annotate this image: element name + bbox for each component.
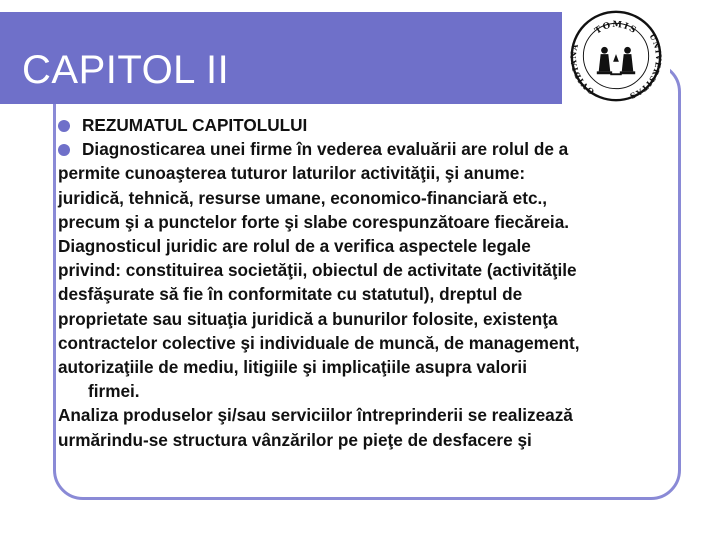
bullet-item xyxy=(58,113,668,137)
bullet-icon xyxy=(58,120,70,132)
text-line: urmărindu-se structura vânzărilor pe pieţe de desfacere şi xyxy=(58,429,532,450)
bullet-text: Diagnosticarea unei firme în vederea evaluării are rolul de a xyxy=(82,139,569,160)
seal-right-text: UNIVERSITAS xyxy=(627,32,663,101)
slide-title: CAPITOL II xyxy=(22,48,230,92)
text-line: juridică, tehnică, resurse umane, economico-financiară etc., xyxy=(58,187,548,208)
text-line: contractelor colective şi individuale de muncă, de management, xyxy=(58,332,580,353)
bullet-text: REZUMATUL CAPITOLULUI xyxy=(82,115,308,135)
text-line: firmei. xyxy=(88,381,140,402)
text-line: desfăşurate să fie în conformitate cu statutul), dreptul de xyxy=(58,284,523,305)
text-line: Analiza produselor şi/sau serviciilor întreprinderii se realizează xyxy=(58,405,573,426)
text-line: autorizaţiile de mediu, litigiile şi implicaţiile asupra valorii xyxy=(58,357,527,378)
bullet-item xyxy=(58,137,668,161)
text-line: proprietate sau situaţia juridică a bunurilor folosite, existenţa xyxy=(58,308,558,329)
seal-left-text: OVIDIANA xyxy=(568,42,596,97)
seal-box xyxy=(562,4,670,108)
text-line: precum şi a punctelor forte şi slabe corespunzătoare fiecăreia. xyxy=(58,211,570,232)
text-line: permite cunoaşterea tuturor laturilor activităţii, şi anume: xyxy=(58,163,526,184)
text-line: Diagnosticul juridic are rolul de a verifica aspectele legale xyxy=(58,236,531,257)
text-line: privind: constituirea societăţii, obiectul de activitate (activităţile xyxy=(58,260,577,281)
seal-top-text: TOMIS xyxy=(593,19,639,37)
bullet-icon xyxy=(58,144,70,156)
slide-content xyxy=(58,113,668,452)
university-seal-icon xyxy=(568,8,664,104)
